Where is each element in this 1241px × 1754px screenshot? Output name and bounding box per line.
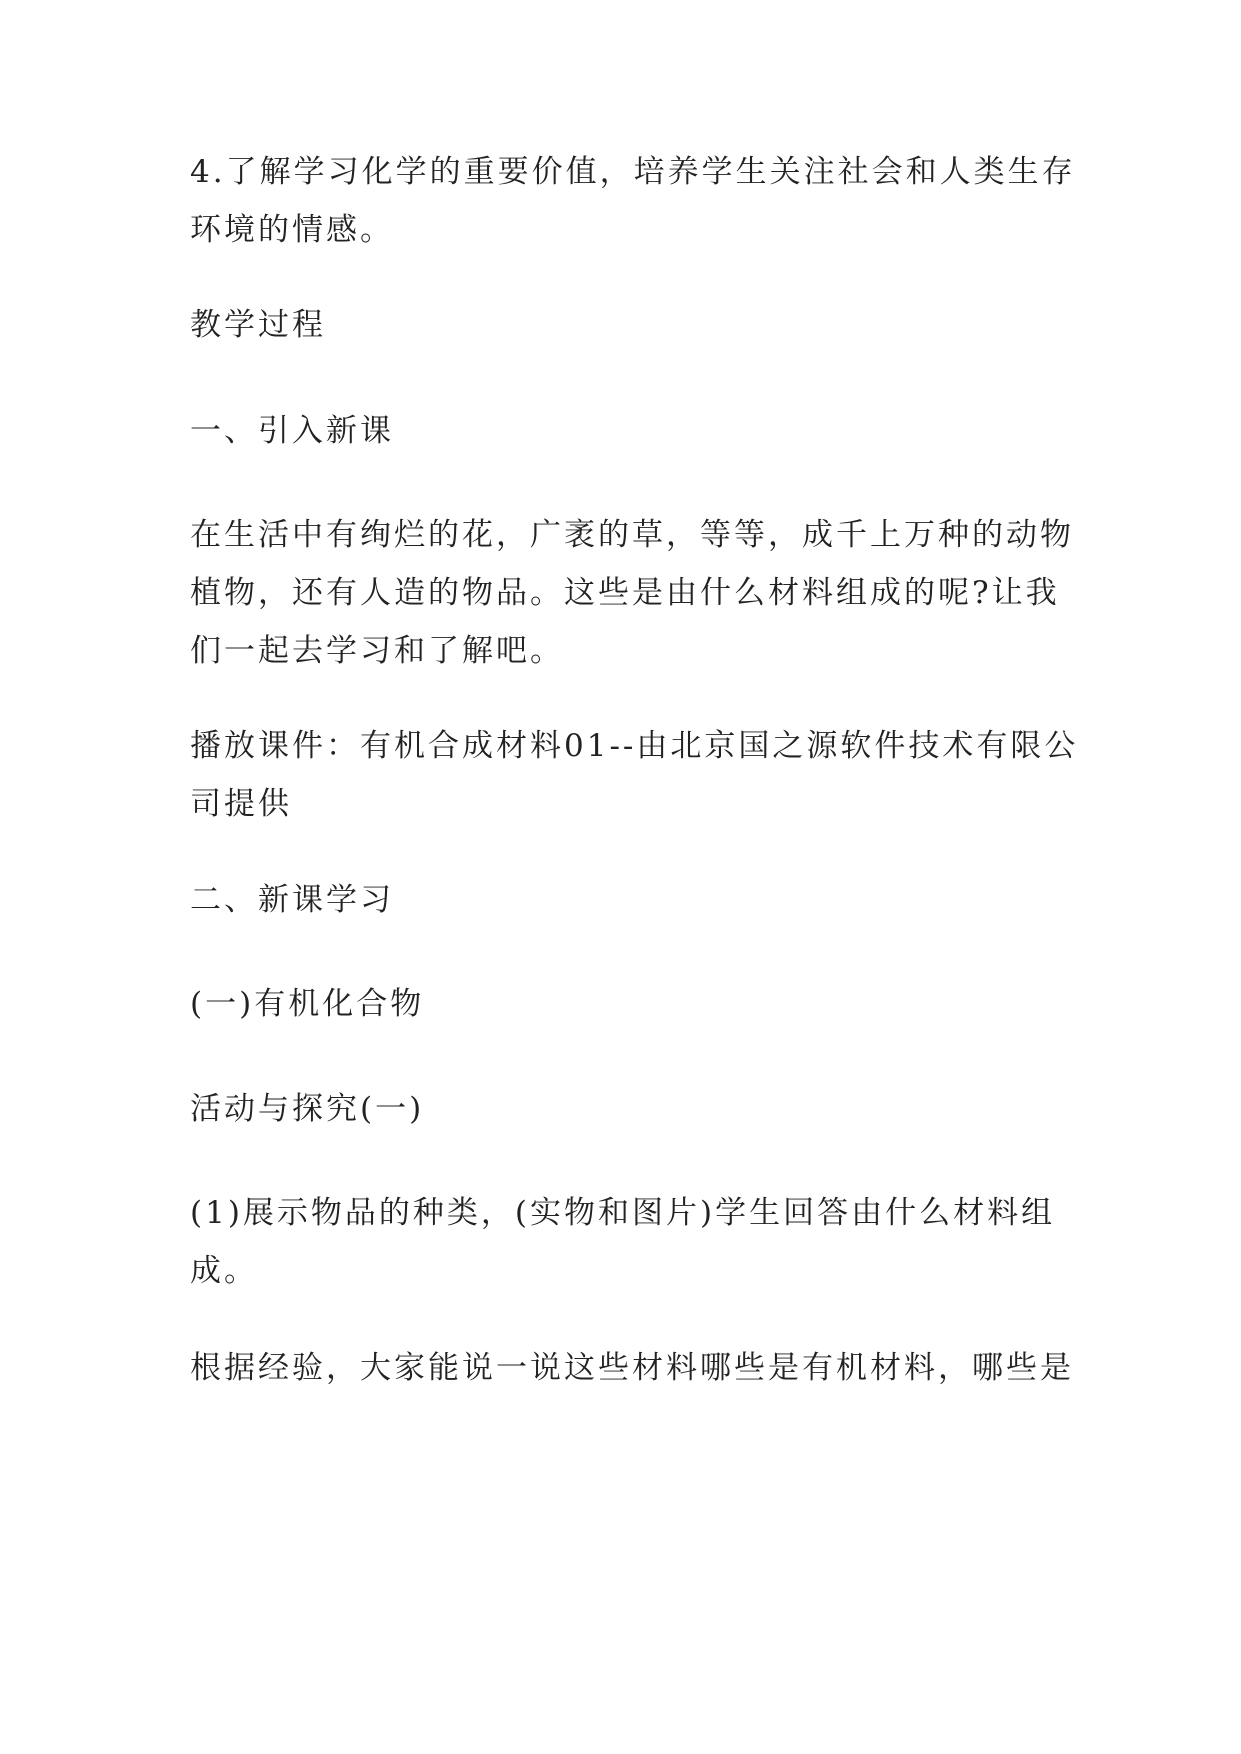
paragraph-activity-step-1 [190,1184,1056,1300]
text-line: 司提供 [190,786,292,822]
text-line: 4.了解学习化学的重要价值，培养学生关注社会和人类生存 [190,154,1076,190]
paragraph-objective-4 [190,143,1076,259]
heading-teaching-process [190,296,1050,354]
heading-activity-1 [190,1080,1050,1138]
text-line: 们一起去学习和了解吧。 [190,633,564,669]
text-line: 环境的情感。 [190,212,394,248]
text-line: 在生活中有绚烂的花，广袤的草，等等，成千上万种的动物 [190,517,1074,553]
paragraph-experience [190,1339,1074,1397]
text-line: 二、新课学习 [190,882,394,918]
paragraph-courseware [190,717,1079,833]
text-line: 成。 [190,1253,258,1289]
paragraph-introduction [190,506,1074,680]
text-line: 根据经验，大家能说一说这些材料哪些是有机材料，哪些是 [190,1350,1074,1386]
heading-section-2 [190,871,1050,929]
heading-section-1 [190,402,1050,460]
text-line: 教学过程 [190,307,326,343]
text-line: 播放课件：有机合成材料01--由北京国之源软件技术有限公 [190,728,1079,764]
text-line: 一、引入新课 [190,413,394,449]
text-line: 植物，还有人造的物品。这些是由什么材料组成的呢?让我 [190,575,1060,611]
text-line: 活动与探究(一) [190,1091,425,1127]
heading-organic-compounds [190,975,1050,1033]
text-line: (一)有机化合物 [190,986,425,1022]
text-line: (1)展示物品的种类，(实物和图片)学生回答由什么材料组 [190,1195,1056,1231]
